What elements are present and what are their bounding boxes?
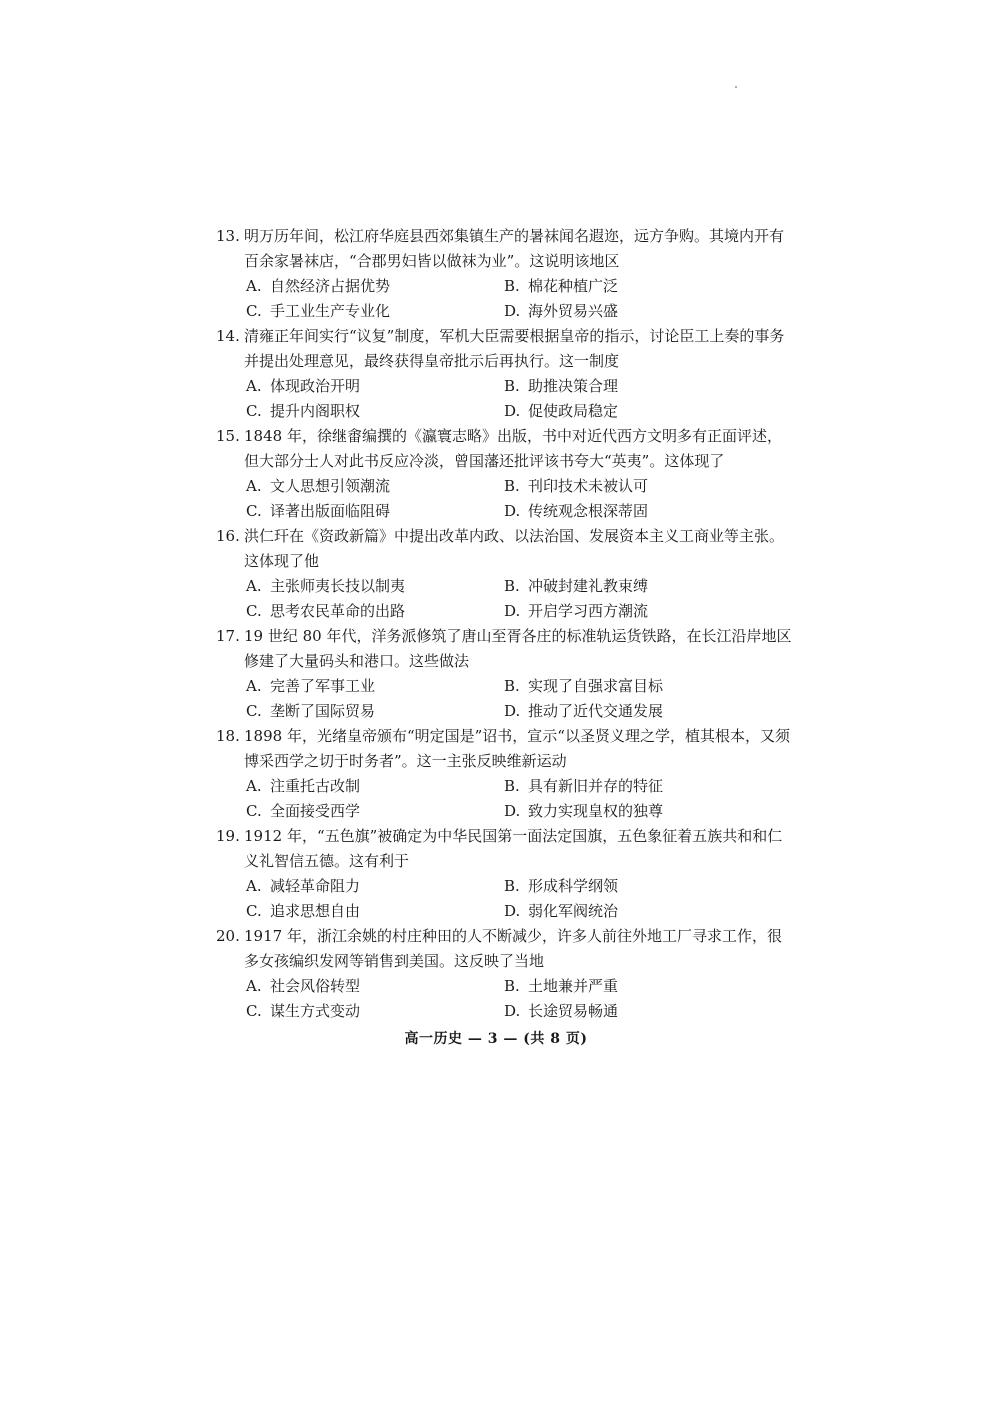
question-stem bbox=[212, 524, 792, 574]
question-block bbox=[212, 524, 792, 624]
answer-option bbox=[504, 899, 792, 924]
option-text: 思考农民革命的出路 bbox=[270, 602, 406, 620]
answer-option bbox=[246, 674, 504, 699]
question-stem bbox=[212, 624, 792, 674]
option-text: 形成科学纲领 bbox=[528, 877, 619, 895]
option-text: 手工业生产专业化 bbox=[270, 302, 391, 320]
option-grid bbox=[212, 974, 792, 1024]
option-letter: A. bbox=[246, 777, 262, 795]
answer-option bbox=[246, 299, 504, 324]
option-letter: D. bbox=[504, 402, 521, 420]
question-block bbox=[212, 824, 792, 924]
option-grid bbox=[212, 274, 792, 324]
question-block bbox=[212, 424, 792, 524]
answer-option bbox=[504, 474, 792, 499]
option-text: 主张师夷长技以制夷 bbox=[270, 577, 406, 595]
question-stem bbox=[212, 324, 792, 374]
answer-option bbox=[504, 699, 792, 724]
option-letter: B. bbox=[504, 777, 520, 795]
option-text: 推动了近代交通发展 bbox=[528, 702, 664, 720]
question-text: 1917 年，浙江余姚的村庄种田的人不断减少，许多人前往外地工厂寻求工作，很多女孩编织发网等销售到美国。这反映了当地 bbox=[244, 927, 782, 970]
question-text: 19 世纪 80 年代，洋务派修筑了唐山至胥各庄的标准轨运货铁路，在长江沿岸地区修建了大量码头和港口。这些做法 bbox=[244, 627, 792, 670]
question-text: 清雍正年间实行“议复”制度，军机大臣需要根据皇帝的指示，讨论臣工上奏的事务并提出处理意见，最终获得皇帝批示后再执行。这一制度 bbox=[244, 327, 785, 370]
question-number: 20. bbox=[216, 927, 240, 945]
question-stem bbox=[212, 724, 792, 774]
option-text: 追求思想自由 bbox=[270, 902, 361, 920]
option-letter: B. bbox=[504, 477, 520, 495]
option-letter: A. bbox=[246, 377, 262, 395]
option-letter: D. bbox=[504, 802, 521, 820]
answer-option bbox=[504, 599, 792, 624]
option-text: 全面接受西学 bbox=[270, 802, 361, 820]
option-letter: C. bbox=[246, 802, 262, 820]
answer-option bbox=[504, 374, 792, 399]
option-text: 土地兼并严重 bbox=[528, 977, 619, 995]
answer-option bbox=[504, 399, 792, 424]
answer-option bbox=[246, 999, 504, 1024]
option-letter: A. bbox=[246, 877, 262, 895]
option-letter: D. bbox=[504, 702, 521, 720]
question-text: 明万历年间，松江府华庭县西郊集镇生产的暑袜闻名遐迩，远方争购。其境内开有百余家暑袜店，“合郡男妇皆以做袜为业”。这说明该地区 bbox=[244, 227, 785, 270]
option-text: 冲破封建礼教束缚 bbox=[528, 577, 649, 595]
answer-option bbox=[246, 799, 504, 824]
option-letter: B. bbox=[504, 277, 520, 295]
option-letter: C. bbox=[246, 1002, 262, 1020]
question-text: 1898 年，光绪皇帝颁布“明定国是”诏书，宣示“以圣贤义理之学，植其根本，又须博采西学之切于时务者”。这一主张反映维新运动 bbox=[244, 727, 790, 770]
question-block bbox=[212, 324, 792, 424]
question-number: 17. bbox=[216, 627, 240, 645]
question-number: 13. bbox=[216, 227, 240, 245]
option-grid bbox=[212, 574, 792, 624]
option-text: 社会风俗转型 bbox=[270, 977, 361, 995]
option-letter: B. bbox=[504, 877, 520, 895]
answer-option bbox=[504, 299, 792, 324]
page-footer: 高一历史 — 3 — (共 8 页) bbox=[404, 1031, 588, 1047]
option-text: 刊印技术未被认可 bbox=[528, 477, 649, 495]
option-letter: B. bbox=[504, 677, 520, 695]
answer-option bbox=[504, 974, 792, 999]
option-letter: C. bbox=[246, 302, 262, 320]
option-grid bbox=[212, 874, 792, 924]
option-letter: A. bbox=[246, 977, 262, 995]
option-letter: B. bbox=[504, 577, 520, 595]
answer-option bbox=[246, 499, 504, 524]
answer-option bbox=[246, 374, 504, 399]
option-text: 谋生方式变动 bbox=[270, 1002, 361, 1020]
option-text: 具有新旧并存的特征 bbox=[528, 777, 664, 795]
question-stem bbox=[212, 824, 792, 874]
option-text: 海外贸易兴盛 bbox=[528, 302, 619, 320]
option-text: 开启学习西方潮流 bbox=[528, 602, 649, 620]
option-letter: D. bbox=[504, 1002, 521, 1020]
option-text: 减轻革命阻力 bbox=[270, 877, 361, 895]
option-text: 文人思想引领潮流 bbox=[270, 477, 391, 495]
option-letter: C. bbox=[246, 402, 262, 420]
option-letter: C. bbox=[246, 902, 262, 920]
answer-option bbox=[246, 574, 504, 599]
option-text: 棉花种植广泛 bbox=[528, 277, 619, 295]
question-stem bbox=[212, 924, 792, 974]
option-letter: C. bbox=[246, 602, 262, 620]
option-text: 完善了军事工业 bbox=[270, 677, 376, 695]
answer-option bbox=[504, 999, 792, 1024]
option-grid bbox=[212, 674, 792, 724]
option-text: 译著出版面临阻碍 bbox=[270, 502, 391, 520]
question-stem bbox=[212, 424, 792, 474]
question-number: 15. bbox=[216, 427, 240, 445]
question-number: 14. bbox=[216, 327, 240, 345]
answer-option bbox=[246, 399, 504, 424]
option-letter: D. bbox=[504, 502, 521, 520]
option-letter: C. bbox=[246, 702, 262, 720]
option-grid bbox=[212, 474, 792, 524]
question-block bbox=[212, 224, 792, 324]
answer-option bbox=[246, 274, 504, 299]
option-text: 自然经济占据优势 bbox=[270, 277, 391, 295]
answer-option bbox=[504, 274, 792, 299]
question-text: 1848 年，徐继畬编撰的《瀛寰志略》出版，书中对近代西方文明多有正面评述，但大部分士人对此书反应冷淡，曾国藩还批评该书夸大“英夷”。这体现了 bbox=[244, 427, 782, 470]
answer-option bbox=[504, 774, 792, 799]
question-text: 洪仁玕在《资政新篇》中提出改革内政、以法治国、发展资本主义工商业等主张。这体现了他 bbox=[244, 527, 785, 570]
answer-option bbox=[504, 674, 792, 699]
option-letter: D. bbox=[504, 302, 521, 320]
answer-option bbox=[246, 774, 504, 799]
option-letter: C. bbox=[246, 502, 262, 520]
answer-option bbox=[246, 474, 504, 499]
question-number: 16. bbox=[216, 527, 240, 545]
answer-option bbox=[246, 974, 504, 999]
option-letter: D. bbox=[504, 902, 521, 920]
answer-option bbox=[246, 699, 504, 724]
option-grid bbox=[212, 374, 792, 424]
question-block bbox=[212, 924, 792, 1024]
question-text: 1912 年，“五色旗”被确定为中华民国第一面法定国旗，五色象征着五族共和和仁义礼智信五德。这有利于 bbox=[244, 827, 783, 870]
answer-option bbox=[504, 574, 792, 599]
option-text: 长途贸易畅通 bbox=[528, 1002, 619, 1020]
option-text: 实现了自强求富目标 bbox=[528, 677, 664, 695]
answer-option bbox=[246, 874, 504, 899]
answer-option bbox=[504, 799, 792, 824]
option-text: 弱化军阀统治 bbox=[528, 902, 619, 920]
option-text: 垄断了国际贸易 bbox=[270, 702, 376, 720]
option-letter: A. bbox=[246, 677, 262, 695]
option-text: 致力实现皇权的独尊 bbox=[528, 802, 664, 820]
option-letter: A. bbox=[246, 577, 262, 595]
option-letter: A. bbox=[246, 277, 262, 295]
question-list bbox=[212, 224, 792, 1024]
answer-option bbox=[504, 499, 792, 524]
option-text: 促使政局稳定 bbox=[528, 402, 619, 420]
option-letter: B. bbox=[504, 977, 520, 995]
answer-option bbox=[246, 599, 504, 624]
question-number: 19. bbox=[216, 827, 240, 845]
option-letter: B. bbox=[504, 377, 520, 395]
question-stem bbox=[212, 224, 792, 274]
option-text: 提升内阁职权 bbox=[270, 402, 361, 420]
question-block bbox=[212, 724, 792, 824]
question-number: 18. bbox=[216, 727, 240, 745]
option-letter: A. bbox=[246, 477, 262, 495]
option-text: 体现政治开明 bbox=[270, 377, 361, 395]
option-text: 注重托古改制 bbox=[270, 777, 361, 795]
option-text: 助推决策合理 bbox=[528, 377, 619, 395]
question-block bbox=[212, 624, 792, 724]
option-grid bbox=[212, 774, 792, 824]
scan-speck bbox=[735, 86, 737, 88]
option-letter: D. bbox=[504, 602, 521, 620]
answer-option bbox=[504, 874, 792, 899]
answer-option bbox=[246, 899, 504, 924]
option-text: 传统观念根深蒂固 bbox=[528, 502, 649, 520]
